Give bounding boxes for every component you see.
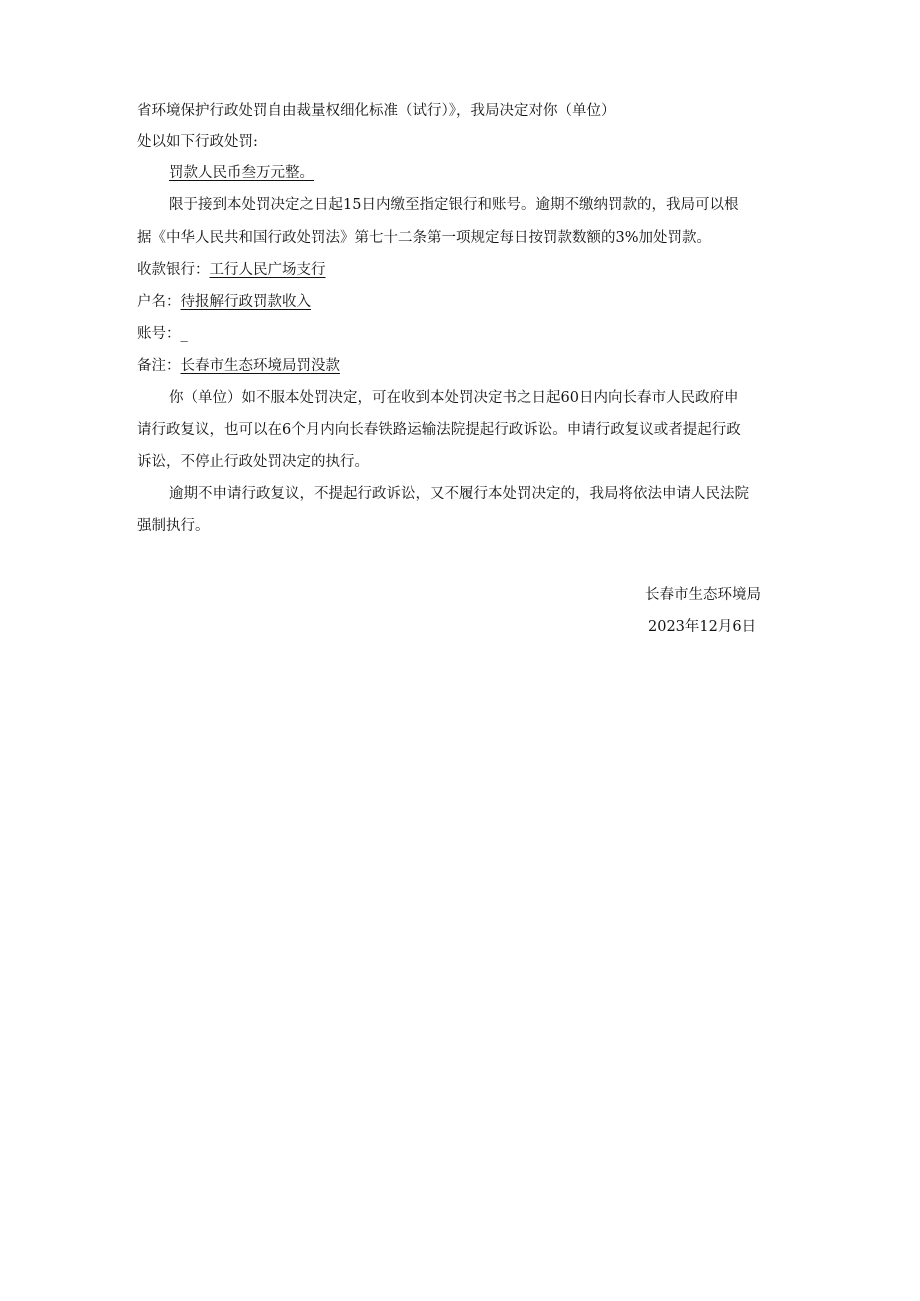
bank-value: 工行人民广场支行: [209, 262, 326, 278]
remark-line: [137, 356, 787, 376]
bank-label: 收款银行：: [137, 262, 210, 278]
penalty-line: [169, 163, 787, 183]
bank-line: [137, 260, 787, 280]
payment-line-2: 据《中华人民共和国行政处罚法》第七十二条第一项规定每日按罚款数额的3%加处罚款。: [137, 230, 711, 246]
intro-line-1: 省环境保护行政处罚自由裁量权细化标准（试行）》，我局决定对你（单位）: [137, 103, 616, 119]
appeal-line-2: 请行政复议，也可以在6个月内向长春铁路运输法院提起行政诉讼。申请行政复议或者提起行政: [137, 422, 741, 438]
account-number-line: [137, 324, 787, 344]
remark-value: 长春市生态环境局罚没款: [180, 358, 340, 374]
signature-date: 2023年12月6日: [648, 619, 757, 635]
account-name-label: 户名：: [137, 294, 181, 310]
enforce-line-2: 强制执行。: [137, 518, 210, 534]
enforce-line-1: 逾期不申请行政复议，不提起行政诉讼，又不履行本处罚决定的，我局将依法申请人民法院: [169, 486, 749, 502]
account-name-line: [137, 292, 787, 312]
payment-line-1: 限于接到本处罚决定之日起15日内缴至指定银行和账号。逾期不缴纳罚款的，我局可以根: [169, 197, 739, 213]
intro-line-2: 处以如下行政处罚:: [137, 134, 258, 150]
penalty-amount: 罚款人民币叁万元整。: [169, 165, 314, 181]
appeal-line-3: 诉讼，不停止行政处罚决定的执行。: [137, 454, 369, 470]
remark-label: 备注：: [137, 358, 181, 374]
signature-org: 长春市生态环境局: [645, 587, 761, 603]
account-number-value: _: [180, 326, 188, 342]
appeal-line-1: 你（单位）如不服本处罚决定，可在收到本处罚决定书之日起60日内向长春市人民政府申: [169, 390, 739, 406]
account-number-label: 账号：: [137, 326, 181, 342]
account-name-value: 待报解行政罚款收入: [180, 294, 311, 310]
